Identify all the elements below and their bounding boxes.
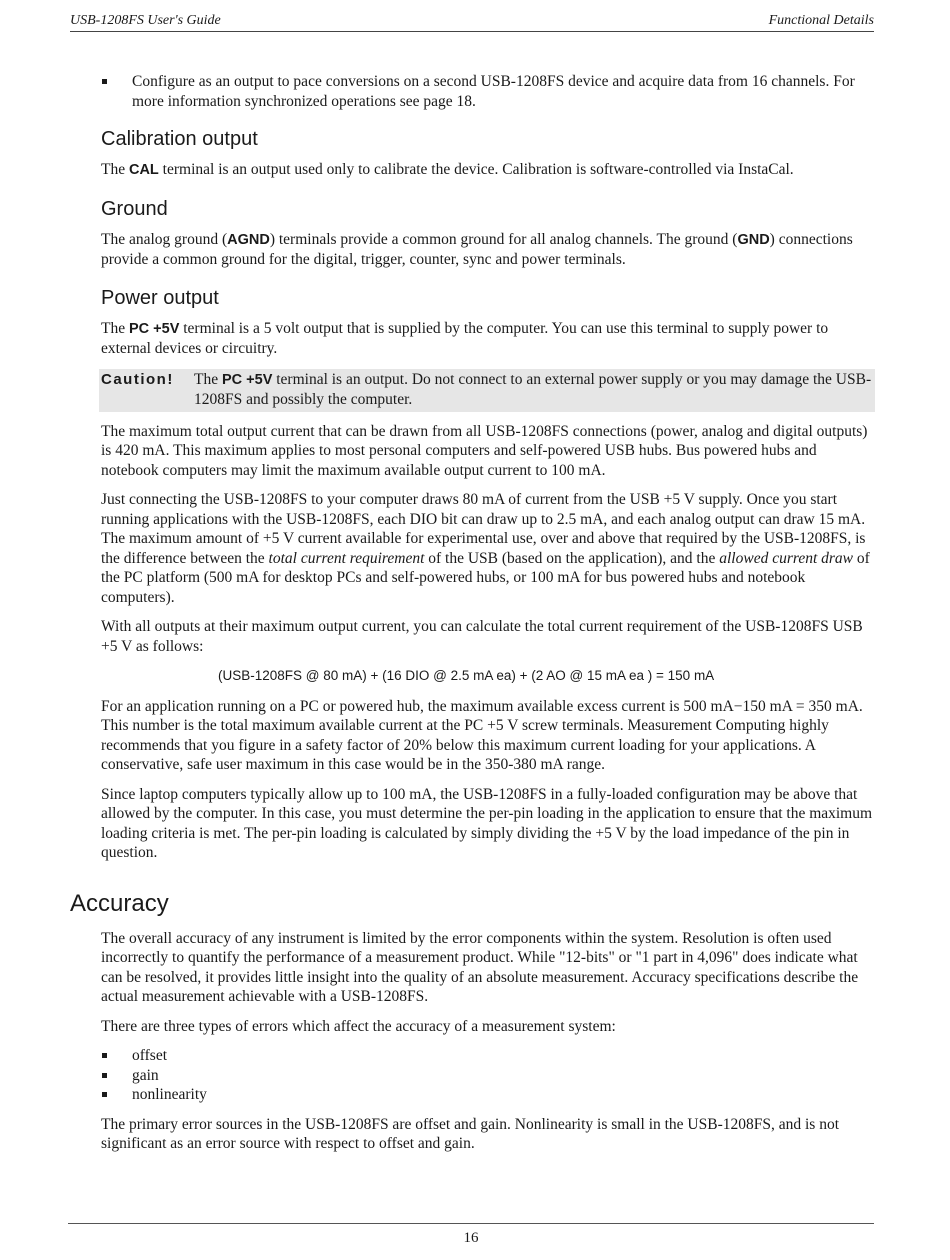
accuracy-paragraph-1: The overall accuracy of any instrument is limited by the error components within the system. Resolution is often used incorrectly to quantify the performance of a measurement product. While "12-bits" or "1 part in 4,096" does indicate what can be resolved, it provides little insight into the quality of an absolute measurement. Accuracy specifications describe the actual measurement achievable with a USB-1208FS. bbox=[101, 929, 859, 1005]
list-item: Configure as an output to pace conversions on a second USB-1208FS device and acquire data from 16 channels. For more information synchronized operations see page 18. bbox=[101, 72, 875, 111]
page-header bbox=[70, 11, 874, 32]
error-types-list bbox=[101, 1046, 875, 1105]
page-content bbox=[70, 72, 875, 1164]
header-section-title: Functional Details bbox=[768, 13, 874, 28]
power-paragraph-6: Since laptop computers typically allow up to 100 mA, the USB-1208FS in a fully-loaded configuration may be above that allowed by the computer. In this case, you must determine the per-pin loading in the application to ensure that the maximum loading criteria is met. The per-pin loading is calculated by simply dividing the +5 V by the load impedance of the pin in question. bbox=[101, 785, 873, 861]
power-paragraph-2: The maximum total output current that can be drawn from all USB-1208FS connections (power, analog and digital outputs) is 420 mA. This maximum applies to most personal computers and self-powered USB hubs. Bus powered hubs and notebook computers may limit the maximum available output current to 100 mA. bbox=[101, 422, 868, 479]
ground-paragraph: The analog ground (AGND) terminals provide a common ground for all analog channels. The ground (GND) connections provide a common ground for the digital, trigger, counter, sync and power terminals. bbox=[101, 230, 853, 268]
square-bullet-icon bbox=[102, 1073, 107, 1078]
square-bullet-icon bbox=[102, 1092, 107, 1097]
list-item: offset bbox=[101, 1046, 875, 1066]
square-bullet-icon bbox=[102, 79, 107, 84]
gnd-term: GND bbox=[737, 231, 770, 248]
caution-pc5v-term: PC +5V bbox=[221, 371, 273, 388]
power-paragraph-4: With all outputs at their maximum output current, you can calculate the total current requirement of the USB-1208FS USB +5 V as follows: bbox=[101, 618, 863, 655]
header-document-title: USB-1208FS User's Guide bbox=[70, 13, 221, 28]
pc5v-term: PC +5V bbox=[128, 320, 180, 337]
caution-label: Caution! bbox=[101, 370, 174, 388]
intro-bullet-list bbox=[101, 72, 875, 111]
power-paragraph-1: The PC +5V terminal is a 5 volt output that is supplied by the computer. You can use this terminal to supply power to external devices or circuitry. bbox=[101, 319, 829, 357]
caution-box bbox=[99, 369, 875, 412]
square-bullet-icon bbox=[102, 1053, 107, 1058]
power-paragraph-3: Just connecting the USB-1208FS to your computer draws 80 mA of current from the USB +5 V supply. Once you start running applications with the USB-1208FS, each DIO bit can draw up to 2.5 mA, and each analog output can draw 15 mA. The maximum amount of +5 V current available for experimental use, over and above that required by the USB-1208FS, is the difference between the total current requirement of the USB (based on the application), and the allowed current draw of the PC platform (500 mA for desktop PCs and self-powered hubs, or 100 mA for bus powered hubs and notebook computers). bbox=[101, 491, 870, 606]
list-item: nonlinearity bbox=[101, 1085, 875, 1105]
ground-heading: Ground bbox=[101, 197, 168, 220]
power-paragraph-5: For an application running on a PC or powered hub, the maximum available excess current is 500 mA−150 mA = 350 mA. This number is the total maximum available current at the PC +5 V screw terminals. Measurement Computing highly recommends that you figure in a safety factor of 20% below this maximum current loading for your applications. A conservative, safe user maximum in this case would be in the 350-380 mA range. bbox=[101, 697, 863, 773]
current-formula: (USB-1208FS @ 80 mA) + (16 DIO @ 2.5 mA ea) + (2 AO @ 15 mA ea ) = 150 mA bbox=[218, 668, 715, 683]
emphasis-total-current: total current requirement bbox=[268, 549, 425, 567]
accuracy-paragraph-2: There are three types of errors which affect the accuracy of a measurement system: bbox=[101, 1017, 616, 1035]
agnd-term: AGND bbox=[227, 231, 270, 248]
list-item: gain bbox=[101, 1066, 875, 1086]
accuracy-paragraph-3: The primary error sources in the USB-1208FS are offset and gain. Nonlinearity is small in the USB-1208FS, and is not significant as an error source with respect to offset and gain. bbox=[101, 1115, 840, 1152]
power-output-heading: Power output bbox=[101, 286, 219, 309]
accuracy-heading: Accuracy bbox=[70, 889, 169, 917]
page-footer bbox=[68, 1223, 874, 1249]
calibration-paragraph: The CAL terminal is an output used only to calibrate the device. Calibration is software-controlled via InstaCal. bbox=[101, 161, 794, 178]
caution-text: The PC +5V terminal is an output. Do not connect to an external power supply or you may damage the USB-1208FS and possibly the computer. bbox=[194, 370, 872, 408]
calibration-heading: Calibration output bbox=[101, 128, 258, 150]
emphasis-allowed-draw: allowed current draw bbox=[719, 549, 854, 567]
cal-term: CAL bbox=[128, 162, 159, 178]
page-number: 16 bbox=[463, 1230, 479, 1246]
